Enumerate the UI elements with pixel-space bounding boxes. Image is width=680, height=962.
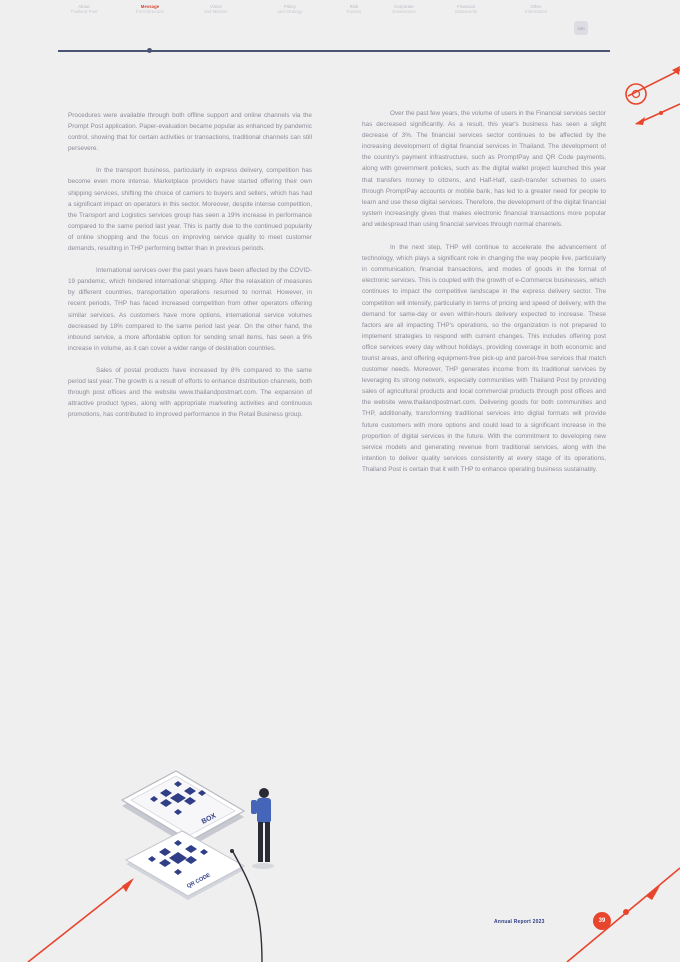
page-number-badge: 39 bbox=[593, 912, 611, 930]
nav-item-vision[interactable]: Vision and Mission bbox=[204, 4, 228, 14]
nav-item-financial[interactable]: Financial Statements bbox=[454, 4, 478, 14]
top-right-arrows-icon bbox=[626, 66, 680, 125]
nav-item-risk[interactable]: Risk Factors bbox=[346, 4, 362, 14]
paragraph: In the next step, THP will continue to accelerate the advancement of technology, which plays a significant role in changing the way people live, particularly in communication, financial transactions, and modes of goods in the format of electronic services. This is coupled with the growth of e-Commerce businesses, which continues to impact the competitive landscape in the express delivery sector. The competition will intensify, particularly in terms of pricing and speed of delivery, with the demand for same-day or even within-hours delivery expected to increase. These factors are all impacting THP's operations, so the organization is not prepared to implement strategies to respond with current changes. This includes offering post office services every day without holidays, providing coverage in both economic and tourist areas, and offering equipment-free pick-up and parcel-free services that match customer needs. Moreover, THP generates income from its traditional services by leveraging its strong network, especially communities with Thailand Post by providing sales of agricultural products and local commercial products through post offices and the website www.thailandpostmart.com. Delivering goods for both communities and THP, additionally, transforming traditional services into digital formats will provide future customers with more options and could lead to a significant increase in the proportion of digital services in the future. With the commitment to developing new service models and generating revenue from traditional services, along with the intention to deliver quality services consistently at every stage of its operations, Thailand Post is certain that it with THP to enhance operating business sustainably. bbox=[362, 244, 606, 473]
paragraph: Over the past few years, the volume of users in the Financial services sector has decreased significantly. As a result, this year's business has seen a slight decrease of 3%. The financial services sector continues to be affected by the increasing development of digital financial services in Thailand. The development of the country's payment infrastructure, such as PromptPay and QR Code payments, along with government policies, such as the digital wallet project launched this year that transfers money to citizens, and Half-Half, cash-transfer schemes to users through PromptPay accounts or mobile bank, has led to a greater need for people to learn and use these digital services. Therefore, the development of the digital financial system increasingly gives that makes electronic financial transactions more popular and widespread than using financial services through normal channels. bbox=[362, 110, 606, 228]
right-text-column bbox=[362, 108, 606, 486]
qr-card-illustration bbox=[126, 831, 244, 900]
nav-item-governance[interactable]: Corporate Governance bbox=[392, 4, 416, 14]
footer-report-label: Annual Report 2023 bbox=[494, 919, 545, 925]
qr-card-label: QR CODE bbox=[186, 872, 212, 890]
phone-label: BOX bbox=[200, 812, 218, 826]
person-icon bbox=[251, 788, 274, 869]
nav-item-other[interactable]: Other Information bbox=[524, 4, 548, 14]
paragraph: Procedures were available through both offline support and online channels via the Prompt Post application. Paper-evaluation became popular as enhanced by pandemic control, showing that for certain activities or transactions, traditional channels can still persevere. bbox=[68, 112, 312, 153]
left-text-column bbox=[68, 110, 312, 431]
nav-item-policy[interactable]: Policy and Strategy bbox=[277, 4, 303, 14]
bottom-right-arrow-icon bbox=[567, 868, 680, 962]
nav-item-message[interactable]: Message from Directors bbox=[136, 4, 164, 14]
paragraph: In the transport business, particularly in express delivery, competition has become even more intense. Marketplace providers have started offering their own shipping services, shifting the choice of carriers to buyers and sellers, which has had a significant impact on operators in this sector. Moreover, despite intense competition, the Transport and Logistics services group has seen a 19% increase in performance compared to the same period last year. This is partly due to the continued popularity of online shopping and the focus on improving service quality to meet customer demands, resulting in THP performing better than in previous periods. bbox=[68, 167, 312, 253]
bottom-left-arrow-icon bbox=[28, 878, 134, 962]
nav-tile-label: GRI bbox=[577, 26, 585, 31]
nav-item-about[interactable]: About Thailand Post bbox=[70, 4, 98, 14]
paragraph: International services over the past years have been affected by the COVID-19 pandemic, which hindered international shipping. After the relaxation of measures by different countries, transportation operations resumed to normal. However, in recent periods, THP has faced increased competition from other operators offering similar services. As customers have more options, international service volumes decreased by 18% compared to the same period last year. On the other hand, the inbound service, a more affordable option for sending small items, has seen a 9% increase in volume, as it can cover a wider range of destination countries. bbox=[68, 267, 312, 352]
paragraph: Sales of postal products have increased by 8% compared to the same period last year. The growth is a result of efforts to enhance distribution channels, both through post offices and the website www.thailandpostmart.com. The expansion of attractive product types, along with appropriate marketing activities and continuous promotions, has contributed to improved performance in the Retail Business group. bbox=[68, 366, 312, 419]
